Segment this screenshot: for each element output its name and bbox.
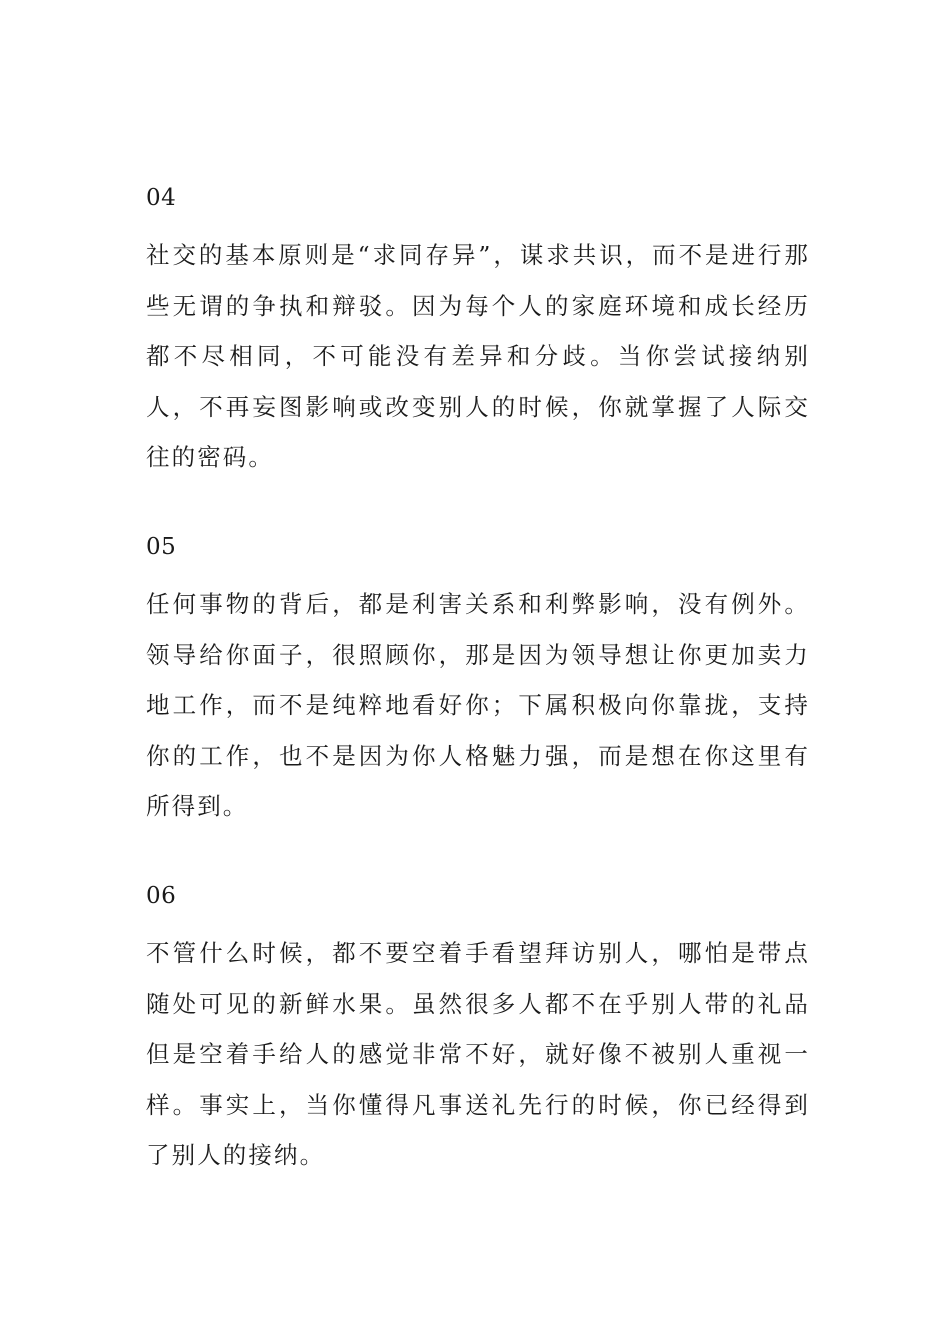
section-number: 04 xyxy=(146,185,177,211)
section-paragraph: 社交的基本原则是“求同存异”，谋求共识，而不是进行那些无谓的争执和辩驳。因为每个人的家庭环境和成长经历都不尽相同，不可能没有差异和分歧。当你尝试接纳别人，不再妄图影响或改变别人的时候，你就掌握了人际交往的密码。 xyxy=(146,241,810,471)
section-paragraph: 任何事物的背后，都是利害关系和利弊影响，没有例外。领导给你面子，很照顾你，那是因为领导想让你更加卖力地工作，而不是纯粹地看好你；下属积极向你靠拢，支持你的工作，也不是因为你人格魅力强，而是想在你这里有所得到。 xyxy=(146,590,810,820)
section-04 xyxy=(146,182,810,483)
section-paragraph: 不管什么时候，都不要空着手看望拜访别人，哪怕是带点随处可见的新鲜水果。虽然很多人都不在乎别人带的礼品但是空着手给人的感觉非常不好，就好像不被别人重视一样。事实上，当你懂得凡事送礼先行的时候，你已经得到了别人的接纳。 xyxy=(146,939,810,1169)
section-number: 05 xyxy=(146,534,177,560)
section-number: 06 xyxy=(146,883,177,909)
section-05 xyxy=(146,531,810,832)
section-06 xyxy=(146,880,810,1181)
